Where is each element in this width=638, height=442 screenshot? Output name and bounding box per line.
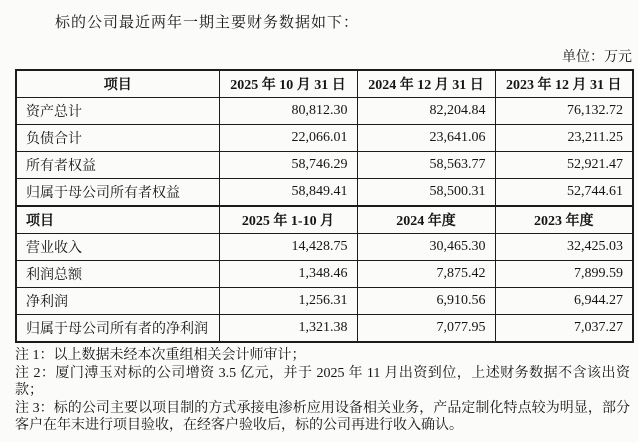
cell-value: 6,910.56 — [357, 288, 495, 315]
column-header-period-2025: 2025 年 1-10 月 — [219, 206, 357, 234]
column-header-date-2024: 2024 年 12 月 31 日 — [357, 70, 495, 98]
row-label: 归属于母公司所有者的净利润 — [16, 315, 219, 343]
cell-value: 14,428.75 — [219, 234, 357, 261]
cell-value: 23,211.25 — [495, 125, 633, 152]
cell-value: 7,037.27 — [495, 315, 633, 343]
column-header-period-2024: 2024 年度 — [357, 206, 495, 234]
financial-data-table — [15, 69, 634, 343]
cell-value: 58,500.31 — [357, 179, 495, 207]
page-title: 标的公司最近两年一期主要财务数据如下： — [55, 15, 360, 31]
row-label: 营业收入 — [16, 234, 219, 261]
row-label: 资产总计 — [16, 98, 219, 125]
row-label: 利润总额 — [16, 261, 219, 288]
cell-value: 58,849.41 — [219, 179, 357, 207]
cell-value: 6,944.27 — [495, 288, 633, 315]
footnotes — [15, 347, 630, 435]
cell-value: 23,641.06 — [357, 125, 495, 152]
cell-value: 52,921.47 — [495, 152, 633, 179]
row-label: 负债合计 — [16, 125, 219, 152]
table-row-owners-equity — [16, 152, 633, 179]
document-page — [0, 11, 638, 442]
row-label: 净利润 — [16, 288, 219, 315]
cell-value: 80,812.30 — [219, 98, 357, 125]
column-header-date-2025: 2025 年 10 月 31 日 — [219, 70, 357, 98]
column-header-item: 项目 — [16, 70, 219, 98]
cell-value: 7,899.59 — [495, 261, 633, 288]
cell-value: 1,256.31 — [219, 288, 357, 315]
column-header-date-2023: 2023 年 12 月 31 日 — [495, 70, 633, 98]
cell-value: 7,077.95 — [357, 315, 495, 343]
table-row-total-liabilities — [16, 125, 633, 152]
cell-value: 32,425.03 — [495, 234, 633, 261]
cell-value: 22,066.01 — [219, 125, 357, 152]
income-header-row — [16, 206, 633, 234]
footnote-3: 注 3：标的公司主要以项目制的方式承接电渗析应用设备相关业务，产品定制化特点较为明显，部分客户在年末进行项目验收，在经客户验收后，标的公司再进行收入确认。 — [15, 400, 630, 434]
balance-header-row — [16, 70, 633, 98]
row-label: 归属于母公司所有者权益 — [16, 179, 219, 207]
column-header-item: 项目 — [16, 206, 219, 234]
cell-value: 7,875.42 — [357, 261, 495, 288]
cell-value: 30,465.30 — [357, 234, 495, 261]
footnote-2: 注 2：厦门溥玉对标的公司增资 3.5 亿元，并于 2025 年 11 月出资到位，上述财务数据不含该出资款； — [15, 365, 630, 399]
cell-value: 1,321.38 — [219, 315, 357, 343]
table-row-parent-equity — [16, 179, 633, 207]
cell-value: 76,132.72 — [495, 98, 633, 125]
table-row-parent-net-profit — [16, 315, 633, 343]
cell-value: 58,746.29 — [219, 152, 357, 179]
footnote-1: 注 1：以上数据未经本次重组相关会计师审计； — [15, 348, 306, 363]
table-row-revenue — [16, 234, 633, 261]
cell-value: 58,563.77 — [357, 152, 495, 179]
table-row-total-assets — [16, 98, 633, 125]
cell-value: 1,348.46 — [219, 261, 357, 288]
column-header-period-2023: 2023 年度 — [495, 206, 633, 234]
row-label: 所有者权益 — [16, 152, 219, 179]
table-row-total-profit — [16, 261, 633, 288]
cell-value: 82,204.84 — [357, 98, 495, 125]
cell-value: 52,744.61 — [495, 179, 633, 207]
table-row-net-profit — [16, 288, 633, 315]
unit-label: 单位：万元 — [562, 50, 632, 65]
